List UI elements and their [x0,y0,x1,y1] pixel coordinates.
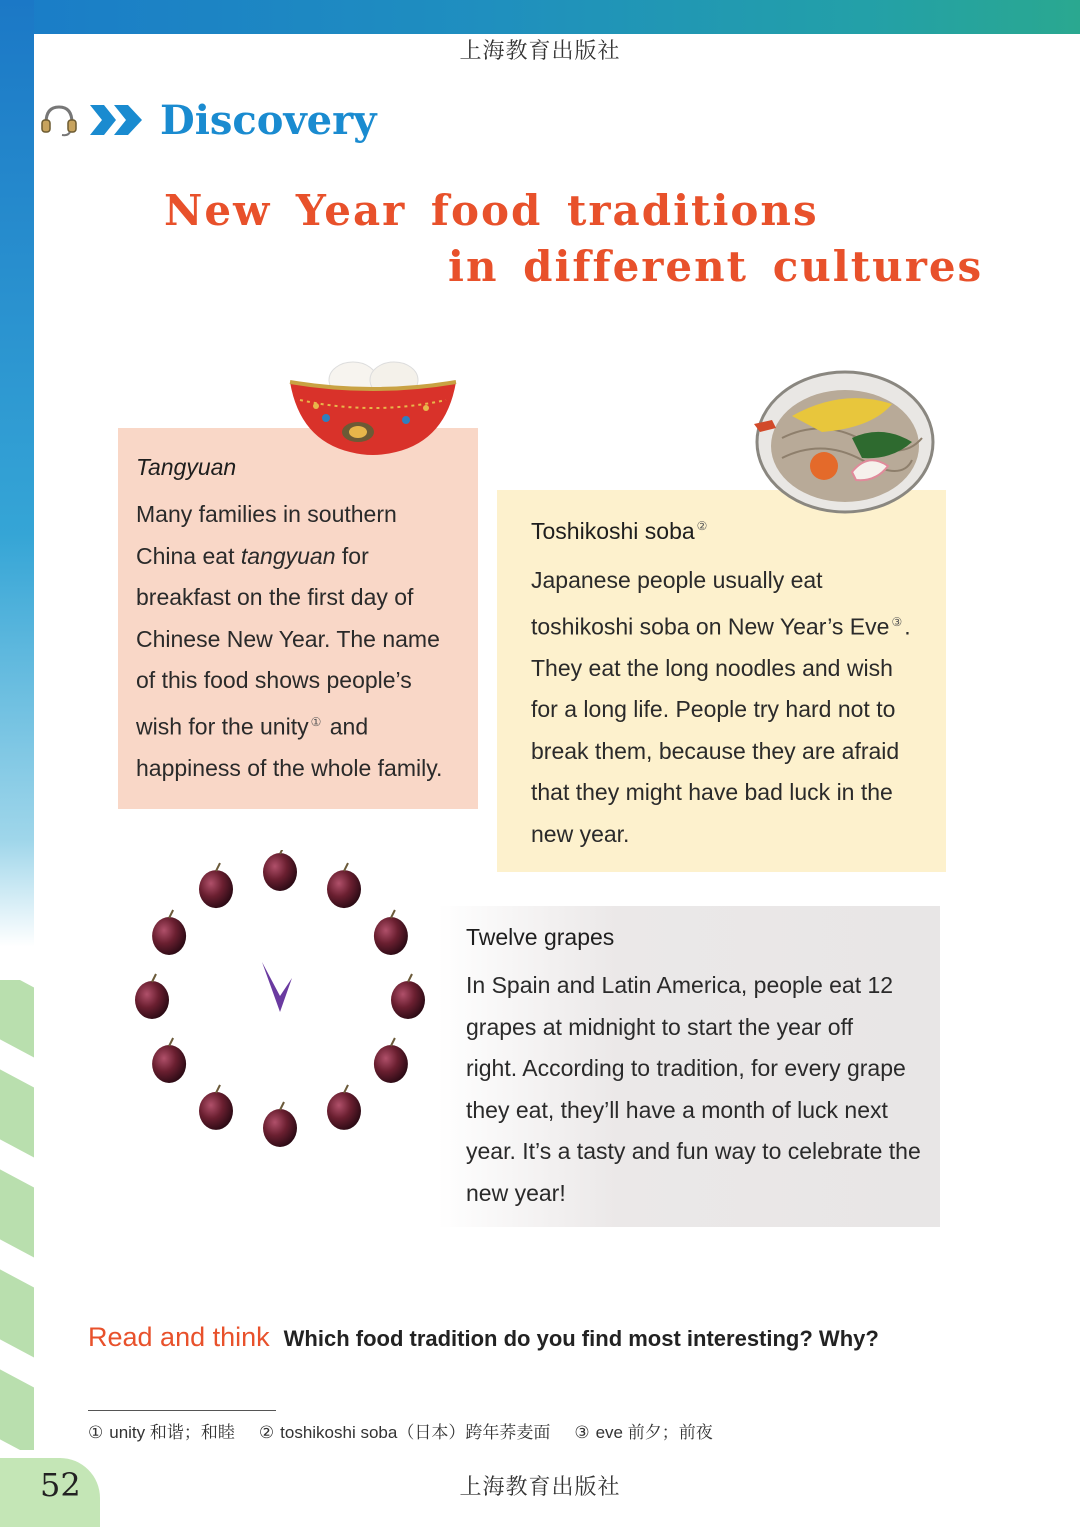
text-line: grapes at midnight to start the year off [466,1013,853,1040]
grape [199,1092,233,1130]
footnote-marker[interactable]: ② [696,519,708,534]
grape [263,1109,297,1147]
grape-stem [169,910,173,918]
text-line: In Spain and Latin America, people eat 12 [466,972,894,998]
footnote-item: ② toshikoshi soba（日本）跨年荞麦面 [258,1423,551,1442]
section-header [40,96,376,144]
double-chevron-icon [88,103,144,137]
footnote-marker[interactable]: ① [310,714,322,729]
text-line: breakfast on the first day of [136,584,414,610]
grape [152,917,186,955]
card-body [531,560,911,855]
footnote-item: ① unity 和谐；和睦 [88,1423,235,1442]
grape-stem [152,974,156,982]
top-color-band [0,0,1080,34]
text-line: right. According to tradition, for every grape [466,1055,906,1081]
section-title: Discovery [160,96,377,144]
publisher-footer: 上海教育出版社 [459,1475,621,1500]
soba-bowl-image [752,368,938,516]
text-line: Chinese New Year. The name [136,625,440,652]
grape [374,917,408,955]
read-and-think [88,1322,879,1353]
text-line: for a long life. People try hard not to [531,696,896,723]
grape [327,1092,361,1130]
footnote-marker[interactable]: ③ [891,614,903,629]
grape-stem [344,1085,348,1093]
grape [263,853,297,891]
text-line: China eat tangyuan for [136,542,369,569]
decorative-stripes [0,980,34,1450]
toshikoshi-soba-card [497,490,946,872]
card-heading: Twelve grapes [466,924,615,950]
grape-stem [391,910,395,918]
card-heading: Toshikoshi soba ② [531,518,708,544]
card-heading: Tangyuan [136,454,237,480]
text-line: of this food shows people’s [136,667,412,693]
text-line: break them, because they are afraid [531,737,900,764]
grape-stem [169,1038,173,1046]
page-number: 52 [40,1466,81,1504]
grape [152,1045,186,1083]
text-line: Japanese people usually eat [531,567,823,593]
grape [391,981,425,1019]
text-line: new year! [466,1179,566,1206]
footnote-item: ③ eve 前夕；前夜 [574,1423,713,1442]
grape [135,981,169,1019]
publisher-header: 上海教育出版社 [459,39,621,64]
footnotes [88,1418,737,1443]
grape [327,870,361,908]
grape [199,870,233,908]
grape-clock-image [130,850,430,1160]
page-title-line-1: New Year food traditions [164,186,819,235]
tangyuan-card [118,428,478,809]
grape-stem [216,1085,220,1093]
grape [374,1045,408,1083]
grape-stem [391,1038,395,1046]
headset-icon[interactable] [40,103,78,137]
card-body [136,494,442,789]
grape-stem [344,863,348,871]
grape-stem [408,974,412,982]
text-line: new year. [531,820,630,847]
text-line: they eat, they’ll have a month of luck next [466,1096,888,1123]
text-line: Many families in southern [136,501,397,527]
text-line: year. It’s a tasty and fun way to celebrate the [466,1138,921,1164]
grape-stem [280,1102,284,1110]
read-and-think-question: Which food tradition do you find most interesting? Why? [283,1326,879,1351]
grape-stem [216,863,220,871]
card-body [466,965,921,1214]
footnote-divider [88,1410,276,1411]
page-title-line-2: in different cultures [448,242,984,291]
text-line: that they might have bad luck in the [531,779,893,806]
text-line: happiness of the whole family. [136,754,443,781]
text-line: wish for the unity ① and [136,713,369,740]
text-line: They eat the long noodles and wish [531,654,893,681]
text-line: toshikoshi soba on New Year’s Eve ③. [531,613,911,640]
tangyuan-bowl-image [286,360,460,460]
read-and-think-label: Read and think [88,1322,270,1352]
